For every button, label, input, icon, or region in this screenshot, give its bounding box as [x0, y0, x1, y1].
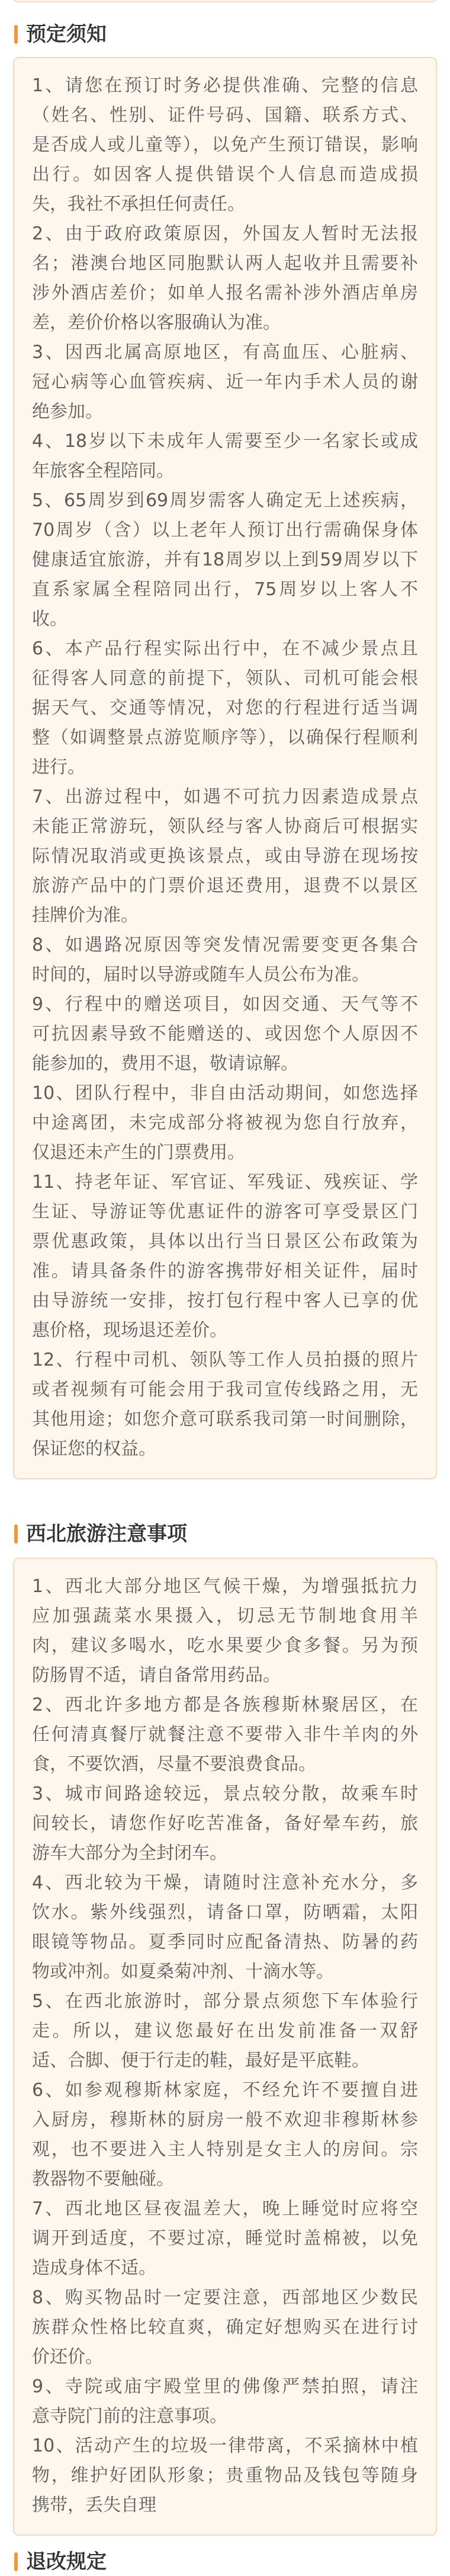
- notice-item-line: 调开到适度，不要过凉，睡觉时盖棉被，以免: [32, 2228, 418, 2249]
- notice-item: [32, 2194, 418, 2283]
- notice-item-line: 应加强蔬菜水果摄入，切忌无节制地食用羊: [32, 1606, 418, 1626]
- notice-item-line: 4、18岁以下未成年人需要至少一名家长或成: [32, 431, 418, 452]
- notice-item-line: 7、出游过程中，如遇不可抗力因素造成景点: [32, 787, 418, 807]
- notice-item-line: 物，维护好团队形象；贵重物品及钱包等随身: [32, 2465, 418, 2486]
- notice-item-line: 年旅客全程陪同。: [32, 461, 174, 481]
- notice-item-line: 能参加的，费用不退，敬请谅解。: [32, 1053, 298, 1074]
- notice-item-line: 旅游产品中的门票价退还费用，退费不以景区: [32, 875, 418, 896]
- section-title-bar: [14, 2552, 18, 2571]
- travel-tips-box: [13, 1558, 437, 2536]
- notice-item-line: 7、西北地区昼夜温差大，晚上睡觉时应将空: [32, 2198, 418, 2219]
- notice-item-line: 8、购买物品时一定要注意，西部地区少数民: [32, 2287, 418, 2308]
- notice-item-line: 涉外酒店差价；如单人报名需补涉外酒店单房: [32, 283, 418, 303]
- notice-item-line: 挂牌价为准。: [32, 905, 139, 926]
- notice-item-line: 可抗因素导致不能赠送的、或因您个人原因不: [32, 1024, 418, 1044]
- notice-item-line: 其他用途；如您介意可联系我司第一时间删除，: [32, 1409, 418, 1430]
- previous-section-box-edge: [13, 0, 437, 2]
- notice-item-line: 12、行程中司机、领队等工作人员拍摄的照片: [32, 1350, 418, 1370]
- notice-item-line: 3、因西北属高原地区，有高血压、心脏病、: [32, 342, 418, 363]
- notice-item-line: 入厨房，穆斯林的厨房一般不欢迎非穆斯林参: [32, 2110, 418, 2130]
- notice-item: [32, 990, 418, 1079]
- notice-item-line: 冠心病等心血管疾病、近一年内手术人员的谢: [32, 372, 418, 392]
- notice-item-line: 未能正常游玩，领队经与客人协商后可根据实: [32, 816, 418, 837]
- notice-item: [32, 219, 418, 338]
- notice-item: [32, 486, 418, 634]
- notice-item-line: 肉，建议多喝水，吃水果要少食多餐。另为预: [32, 1635, 418, 1656]
- notice-item-line: 价还价。: [32, 2347, 103, 2367]
- notice-item-line: 3、城市间路途较远，景点较分散，故乘车时: [32, 1784, 418, 1804]
- notice-item-line: 4、西北较为干燥，请随时注意补充水分，多: [32, 1872, 418, 1893]
- section-title: 预定须知: [26, 23, 107, 46]
- notice-item-line: 失，我社不承担任何责任。: [32, 194, 245, 215]
- notice-item-line: 6、本产品行程实际出行中，在不减少景点且: [32, 638, 418, 659]
- section-title-bar: [14, 1524, 18, 1543]
- notice-item-line: 是否成人或儿童等），以免产生预订错误，影响: [32, 135, 418, 155]
- notice-item-line: 保证您的权益。: [32, 1439, 156, 1459]
- notice-item: [32, 2431, 418, 2520]
- section-title: 西北旅游注意事项: [26, 1522, 187, 1546]
- notice-item-line: 10、活动产生的垃圾一律带离，不采摘林中植: [32, 2436, 418, 2456]
- section-title: 退改规定: [26, 2550, 107, 2574]
- notice-item-line: 生证、导游证等优惠证件的游客可享受景区门: [32, 1201, 418, 1222]
- section-title-bar: [14, 25, 18, 44]
- notice-item-line: 物或冲剂。如夏桑菊冲剂、十滴水等。: [32, 1961, 334, 1982]
- section-header-booking-notes: [14, 21, 107, 47]
- notice-item-line: 间较长，请您作好吃苦准备，备好晕车药，旅: [32, 1813, 418, 1834]
- notice-item-line: 防肠胃不适，请自备常用药品。: [32, 1665, 281, 1686]
- notice-item-line: 5、在西北旅游时，部分景点须您下车体验行: [32, 1991, 418, 2012]
- notice-item-line: 造成身体不适。: [32, 2258, 156, 2278]
- notice-item-line: 直系家属全程陪同出行，75周岁以上客人不: [32, 579, 418, 600]
- notice-item: [32, 427, 418, 486]
- notice-item-line: 族群众性格比较直爽，确定好想购买在进行讨: [32, 2317, 418, 2338]
- notice-item-line: 70周岁（含）以上老年人预订出行需确保身体: [32, 520, 418, 541]
- notice-item: [32, 931, 418, 990]
- notice-item: [32, 1987, 418, 2076]
- notice-item-line: 征得客人同意的前提下，领队、司机可能会根: [32, 668, 418, 689]
- notice-item-line: 意寺院门前的注意事项。: [32, 2406, 227, 2427]
- notice-item-line: 教器物不要触碰。: [32, 2169, 174, 2190]
- notice-item-line: 9、寺院或庙宇殿堂里的佛像严禁拍照，请注: [32, 2376, 418, 2397]
- notice-item-line: 名；港澳台地区同胞默认两人起收并且需要补: [32, 253, 418, 274]
- notice-item-line: 游车大部分为全封闭车。: [32, 1843, 227, 1864]
- notice-item-line: 时间的，届时以导游或随车人员公布为准。: [32, 964, 369, 985]
- notice-item-line: 整（如调整景点游览顺序等），以确保行程顺利: [32, 727, 418, 748]
- notice-item-line: 仅退还未产生的门票费用。: [32, 1142, 245, 1163]
- notice-item: [32, 1690, 418, 1779]
- notice-item-line: 惠价格，现场退还差价。: [32, 1320, 227, 1341]
- notice-item-line: 任何清真餐厅就餐注意不要带入非牛羊肉的外: [32, 1724, 418, 1745]
- notice-item-line: 食，不要饮酒，尽量不要浪费食品。: [32, 1754, 316, 1775]
- notice-item-line: 票优惠政策，具体以出行当日景区公布政策为: [32, 1231, 418, 1252]
- notice-item-line: 适、合脚、便于行走的鞋，最好是平底鞋。: [32, 2050, 369, 2071]
- notice-item-line: 进行。: [32, 757, 85, 778]
- notice-item-line: 2、由于政府政策原因，外国友人暂时无法报: [32, 223, 418, 244]
- section-header-northwest-travel-tips: [14, 1521, 187, 1547]
- notice-item: [32, 1345, 418, 1464]
- notice-item: [32, 782, 418, 931]
- notice-item: [32, 1168, 418, 1345]
- notice-item-line: 绝参加。: [32, 401, 103, 422]
- notice-item-line: 走。所以，建议您最好在出发前准备一双舒: [32, 2021, 418, 2041]
- notice-item: [32, 634, 418, 782]
- notice-item-line: 1、西北大部分地区气候干燥，为增强抵抗力: [32, 1576, 418, 1597]
- notice-item: [32, 1868, 418, 1987]
- notice-item: [32, 2283, 418, 2372]
- notice-item-line: 际情况取消或更换该景点，或由导游在现场按: [32, 846, 418, 867]
- notice-item-line: 中途离团，未完成部分将被视为您自行放弃，: [32, 1113, 418, 1133]
- notice-item-line: 出行。如因客人提供错误个人信息而造成损: [32, 164, 418, 185]
- notice-item-line: （姓名、性别、证件号码、国籍、联系方式、: [32, 105, 418, 126]
- notice-item-line: 收。: [32, 609, 68, 629]
- notice-item-line: 携带，丢失自理: [32, 2495, 156, 2516]
- notice-item-line: 健康适宜旅游，并有18周岁以上到59周岁以下: [32, 549, 418, 570]
- notice-item-line: 2、西北许多地方都是各族穆斯林聚居区，在: [32, 1695, 418, 1715]
- notice-item-line: 或者视频有可能会用于我司宣传线路之用，无: [32, 1379, 418, 1400]
- notice-item: [32, 71, 418, 219]
- notice-item-line: 准。请具备条件的游客携带好相关证件，届时: [32, 1261, 418, 1281]
- section-header-refund-rules: [14, 2549, 107, 2575]
- notice-item-line: 5、65周岁到69周岁需客人确定无上述疾病，: [32, 490, 418, 511]
- notice-item-line: 观，也不要进入主人特别是女主人的房间。宗: [32, 2139, 418, 2160]
- notice-item-line: 眼镜等物品。夏季同时应配备清热、防暑的药: [32, 1932, 418, 1952]
- notice-item: [32, 2076, 418, 2194]
- notice-item: [32, 1079, 418, 1168]
- notice-item-line: 10、团队行程中，非自由活动期间，如您选择: [32, 1083, 418, 1104]
- notice-item-line: 据天气、交通等情况，对您的行程进行适当调: [32, 698, 418, 718]
- notice-item: [32, 2372, 418, 2431]
- notice-item-line: 饮水。紫外线强烈，请备口罩，防晒霜，太阳: [32, 1902, 418, 1923]
- notice-item-line: 6、如参观穆斯林家庭，不经允许不要擅自进: [32, 2080, 418, 2101]
- notice-item: [32, 1779, 418, 1868]
- notice-item-line: 8、如遇路况原因等突发情况需要变更各集合: [32, 935, 418, 955]
- notice-item: [32, 1572, 418, 1690]
- notice-item-line: 11、持老年证、军官证、军残证、残疾证、学: [32, 1172, 418, 1193]
- notice-item-line: 9、行程中的赠送项目，如因交通、天气等不: [32, 994, 418, 1015]
- notice-item: [32, 338, 418, 427]
- booking-notes-box: [13, 57, 437, 1479]
- notice-item-line: 由导游统一安排，按打包行程中客人已享的优: [32, 1290, 418, 1311]
- notice-item-line: 1、请您在预订时务必提供准确、完整的信息: [32, 75, 418, 96]
- notice-item-line: 差，差价价格以客服确认为准。: [32, 312, 281, 333]
